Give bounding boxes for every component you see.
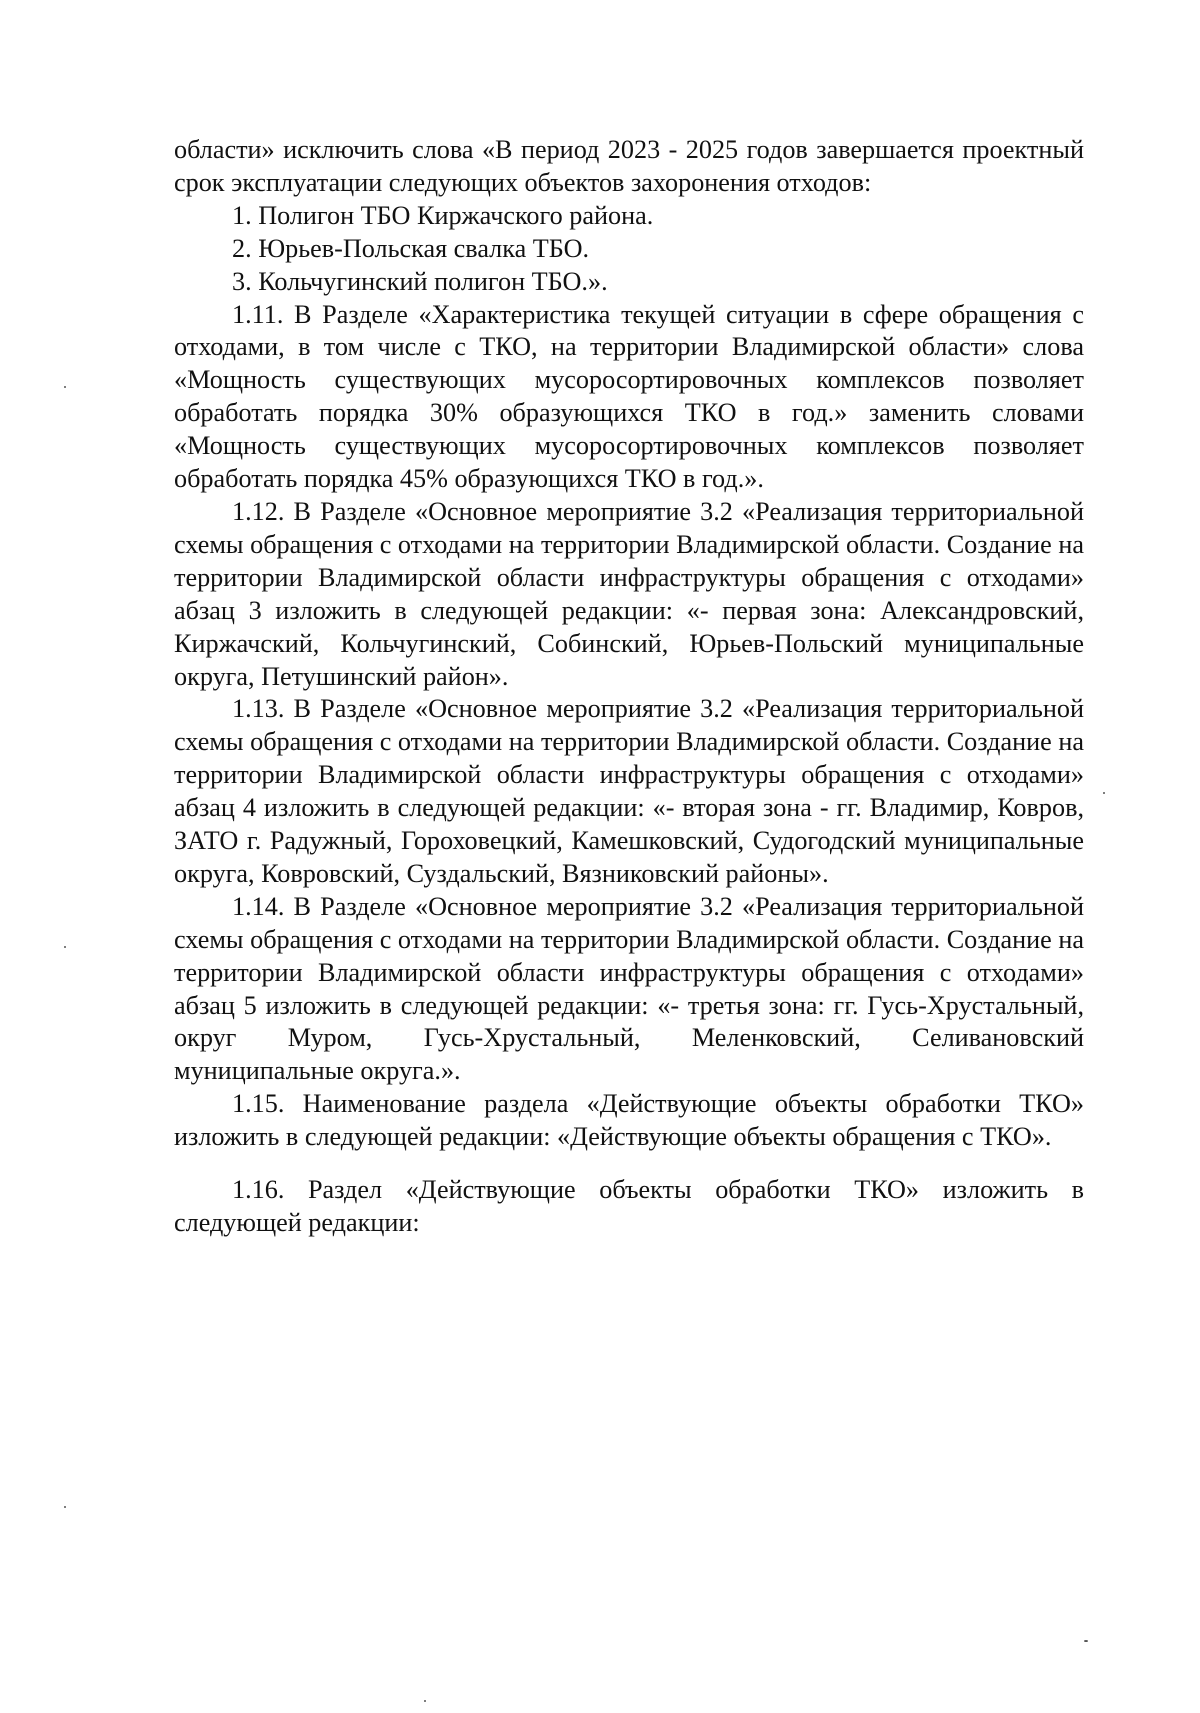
list-item-3: 3. Кольчугинский полигон ТБО.». [232, 266, 608, 296]
scan-speck [1084, 1640, 1088, 1642]
list-item-2: 2. Юрьев-Польская свалка ТБО. [232, 233, 590, 263]
scan-speck [64, 1506, 66, 1508]
scan-speck [64, 386, 66, 388]
clause-1-12: 1.12. В Разделе «Основное мероприятие 3.2 «Реализация территориальной схемы обращения с отходами на территории Владимирской области. Создание на территории Владимирской области инфраструктуры обращения с отходами» абзац 3 изложить в следующей редакции: «- первая зона: Александровский, Киржачский, Кольчугинский, Собинский, Юрьев-Польский муниципальные округа, Петушинский район». [174, 496, 1084, 691]
document-body [174, 134, 1084, 1240]
clause-1-15: 1.15. Наименование раздела «Действующие объекты обработки ТКО» изложить в следующей редакции: «Действующие объекты обращения с ТКО». [174, 1089, 1084, 1152]
scan-speck [1103, 792, 1105, 794]
clause-1-16: 1.16. Раздел «Действующие объекты обработки ТКО» изложить в следующей редакции: [174, 1175, 1084, 1237]
clause-1-13: 1.13. В Разделе «Основное мероприятие 3.2 «Реализация территориальной схемы обращения с отходами на территории Владимирской области. Создание на территории Владимирской области инфраструктуры обращения с отходами» абзац 4 изложить в следующей редакции: «- вторая зона - гг. Владимир, Ковров, ЗАТО г. Радужный, Гороховецкий, Камешковский, Судогодский муниципальные округа, Ковровский, Суздальский, Вязниковский районы». [174, 694, 1084, 888]
list-item-1: 1. Полигон ТБО Киржачского района. [232, 200, 654, 230]
scan-speck [424, 1700, 426, 1702]
clause-1-11: 1.11. В Разделе «Характеристика текущей ситуации в сфере обращения с отходами, в том числе с ТКО, на территории Владимирской области» слова «Мощность существующих мусоросортировочных комплексов позволяет обработать порядка 30% образующихся ТКО в год.» заменить словами «Мощность существующих мусоросортировочных комплексов позволяет обработать порядка 45% образующихся ТКО в год.». [174, 299, 1084, 494]
paragraph-continuation: области» исключить слова «В период 2023 - 2025 годов завершается проектный срок эксплуатации следующих объектов захоронения отходов: [174, 135, 1084, 197]
clause-1-14: 1.14. В Разделе «Основное мероприятие 3.2 «Реализация территориальной схемы обращения с отходами на территории Владимирской области. Создание на территории Владимирской области инфраструктуры обращения с отходами» абзац 5 изложить в следующей редакции: «- третья зона: гг. Гусь-Хрустальный, округ Муром, Гусь-Хрустальный, Меленковский, Селивановский муниципальные округа.». [174, 891, 1084, 1086]
scan-speck [64, 946, 66, 948]
